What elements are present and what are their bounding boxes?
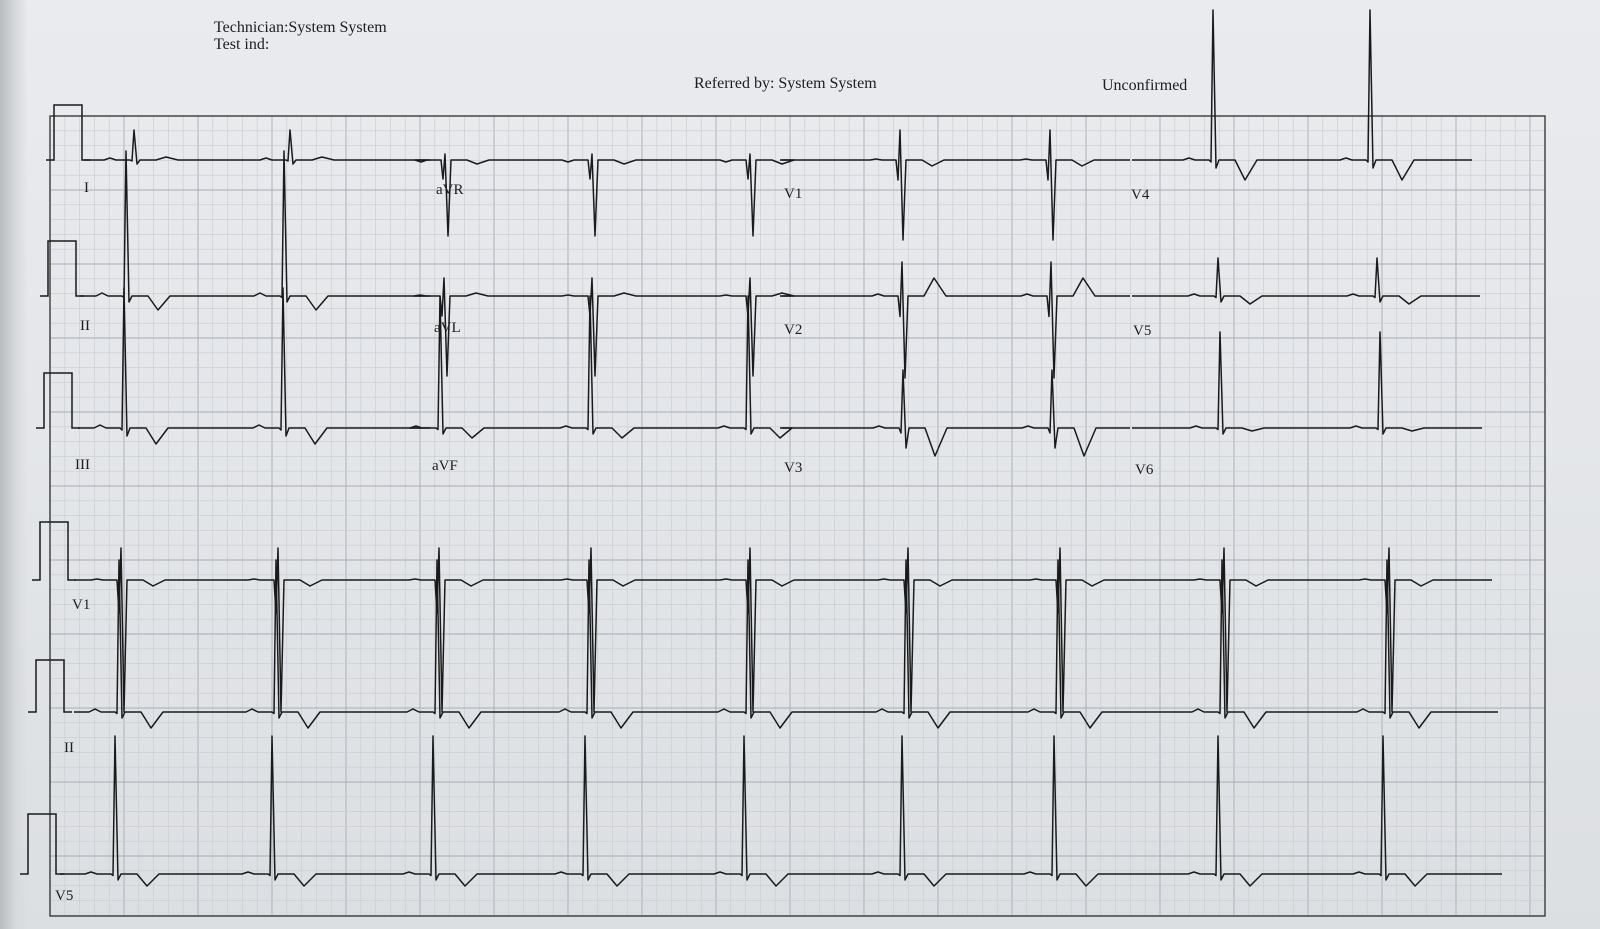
lead-label-I: I xyxy=(84,180,89,196)
rhythm-label-V1: V1 xyxy=(72,597,91,613)
lead-label-V3: V3 xyxy=(784,460,803,476)
trace-II xyxy=(80,151,430,310)
lead-label-aVF: aVF xyxy=(432,458,458,474)
calibration-pulse-row1 xyxy=(46,105,90,160)
lead-label-III: III xyxy=(75,457,90,473)
lead-label-aVL: aVL xyxy=(434,320,461,336)
ecg-grid xyxy=(50,116,1545,916)
trace-aVL xyxy=(414,278,794,376)
rhythm-trace-II xyxy=(74,560,1498,728)
rhythm-label-V5: V5 xyxy=(55,888,74,904)
lead-label-V2: V2 xyxy=(784,322,803,338)
rhythm-label-II: II xyxy=(64,740,74,756)
calibration-pulse-rhythm3 xyxy=(20,814,64,874)
trace-V6 xyxy=(1132,332,1482,434)
lead-label-V6: V6 xyxy=(1135,462,1154,478)
status-label: Unconfirmed xyxy=(1102,77,1188,94)
lead-label-V5: V5 xyxy=(1133,323,1152,339)
lead-label-V4: V4 xyxy=(1131,187,1150,203)
grid-border xyxy=(50,116,1545,916)
trace-V5 xyxy=(1132,258,1480,304)
trace-V4 xyxy=(1132,10,1472,180)
rhythm-trace-V5 xyxy=(60,736,1502,886)
trace-aVR xyxy=(415,154,794,236)
referred-by-label: Referred by: System System xyxy=(694,75,877,92)
lead-label-II: II xyxy=(80,318,90,334)
lead-label-aVR: aVR xyxy=(436,182,464,198)
trace-III xyxy=(78,288,430,444)
test-ind-label: Test ind: xyxy=(214,36,270,53)
calibration-pulse-row3 xyxy=(36,373,80,428)
technician-label: Technician:System System xyxy=(214,19,387,36)
ecg-traces xyxy=(60,10,1502,886)
trace-aVF xyxy=(410,296,792,438)
lead-label-V1: V1 xyxy=(784,186,803,202)
